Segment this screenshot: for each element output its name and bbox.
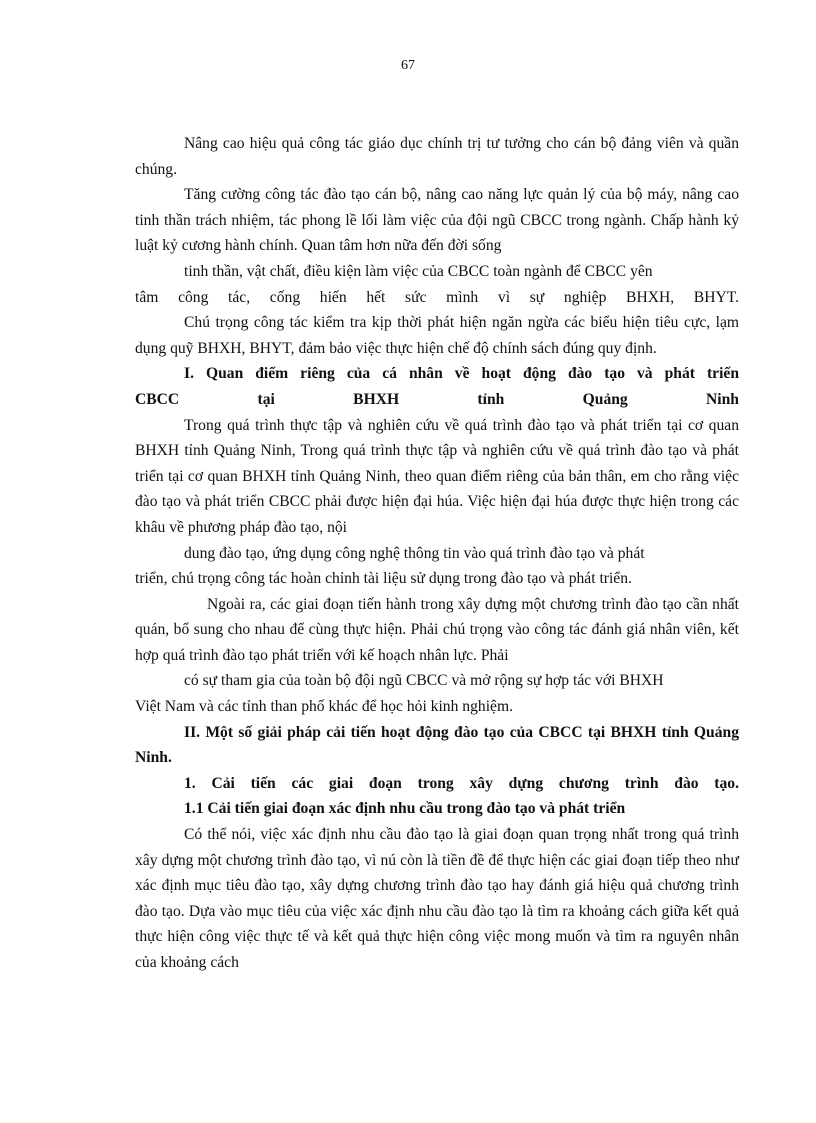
paragraph-stages: Ngoài ra, các giai đoạn tiến hành trong xây dựng một chương trình đào tạo cần nhất quán, bổ sung cho nhau để cùng thực hiện. Phải chú trọng vào công tác đánh giá nhân viên, kết hợp quá trình đào tạo phát triển với kế hoạch nhân lực. Phải [135,595,739,664]
heading-subsection-1: 1. Cải tiến các giai đoạn trong xây dựng chương trình đào tạo. [184,774,739,792]
page-content [135,131,739,976]
heading-section-i: I. Quan điểm riêng của cá nhân về hoạt động đào tạo và phát triển [184,365,739,383]
paragraph-staff-training-end: tâm công tác, cống hiến hết sức mình vì sự nghiệp BHXH, BHYT. [135,288,739,306]
paragraph-personal-view-end: triển, chú trọng công tác hoàn chỉnh tài liệu sử dụng trong đào tạo và phát triển. [135,570,632,588]
heading-section-ii: II. Một số giải pháp cải tiến hoạt động đào tạo của CBCC tại BHXH tỉnh Quảng Ninh. [135,723,739,767]
heading-section-i-cont: CBCC tại BHXH tỉnh Quảng Ninh [135,390,739,408]
paragraph-stages-cont: có sự tham gia của toàn bộ đội ngũ CBCC và mở rộng sự hợp tác với BHXH [184,672,664,690]
paragraph-staff-training: Tăng cường công tác đào tạo cán bộ, nâng cao năng lực quản lý của bộ máy, nâng cao tinh thần trách nhiệm, tác phong lề lối làm việc của đội ngũ CBCC trong ngành. Chấp hành kỷ luật kỷ cương hành chính. Quan tâm hơn nữa đến đời sống [135,186,739,255]
page-number: 67 [401,58,415,73]
paragraph-inspection: Chú trọng công tác kiểm tra kịp thời phát hiện ngăn ngừa các biểu hiện tiêu cực, lạm dụng quỹ BHXH, BHYT, đảm bảo việc thực hiện chế độ chính sách đúng quy định. [135,314,739,357]
paragraph-stages-end: Việt Nam và các tỉnh than phố khác để học hỏi kinh nghiệm. [135,698,513,716]
paragraph-staff-training-cont: tinh thần, vật chất, điều kiện làm việc của CBCC toàn ngành để CBCC yên [184,262,653,280]
heading-subsection-1-1: 1.1 Cải tiến giai đoạn xác định nhu cầu trong đào tạo và phát triển [184,800,626,818]
paragraph-needs-assessment: Có thể nói, việc xác định nhu cầu đào tạo là giai đoạn quan trọng nhất trong quá trình xây dựng một chương trình đào tạo, vì nú còn là tiền đề để thực hiện các giai đoạn tiếp theo như xác định mục tiêu đào tạo, xây dựng chương trình đào tạo hay đánh giá hiệu quả chương trình đào tạo. Dựa vào mục tiêu của việc xác định nhu cầu đào tạo là tìm ra khoảng cách giữa kết quả thực hiện công việc thực tế và kết quả thực hiện công việc mong muốn và tìm ra nguyên nhân của khoảng cách [135,826,739,971]
paragraph-personal-view: Trong quá trình thực tập và nghiên cứu về quá trình đào tạo và phát triển tại cơ quan BHXH tỉnh Quảng Ninh, Trong quá trình thực tập và nghiên cứu về quá trình đào tạo và phát triển tại cơ quan BHXH tỉnh Quảng Ninh, theo quan điểm riêng của bản thân, em cho rằng việc đào tạo và phát triển CBCC phải được hiện đại húa. Việc hiện đại húa được thực hiện trong các khâu về phương pháp đào tạo, nội [135,416,739,536]
paragraph-political-education: Nâng cao hiệu quả công tác giáo dục chính trị tư tưởng cho cán bộ đảng viên và quần chúng. [135,135,739,178]
paragraph-personal-view-cont: dung đào tạo, ứng dụng công nghệ thông tin vào quá trình đào tạo và phát [184,544,645,562]
